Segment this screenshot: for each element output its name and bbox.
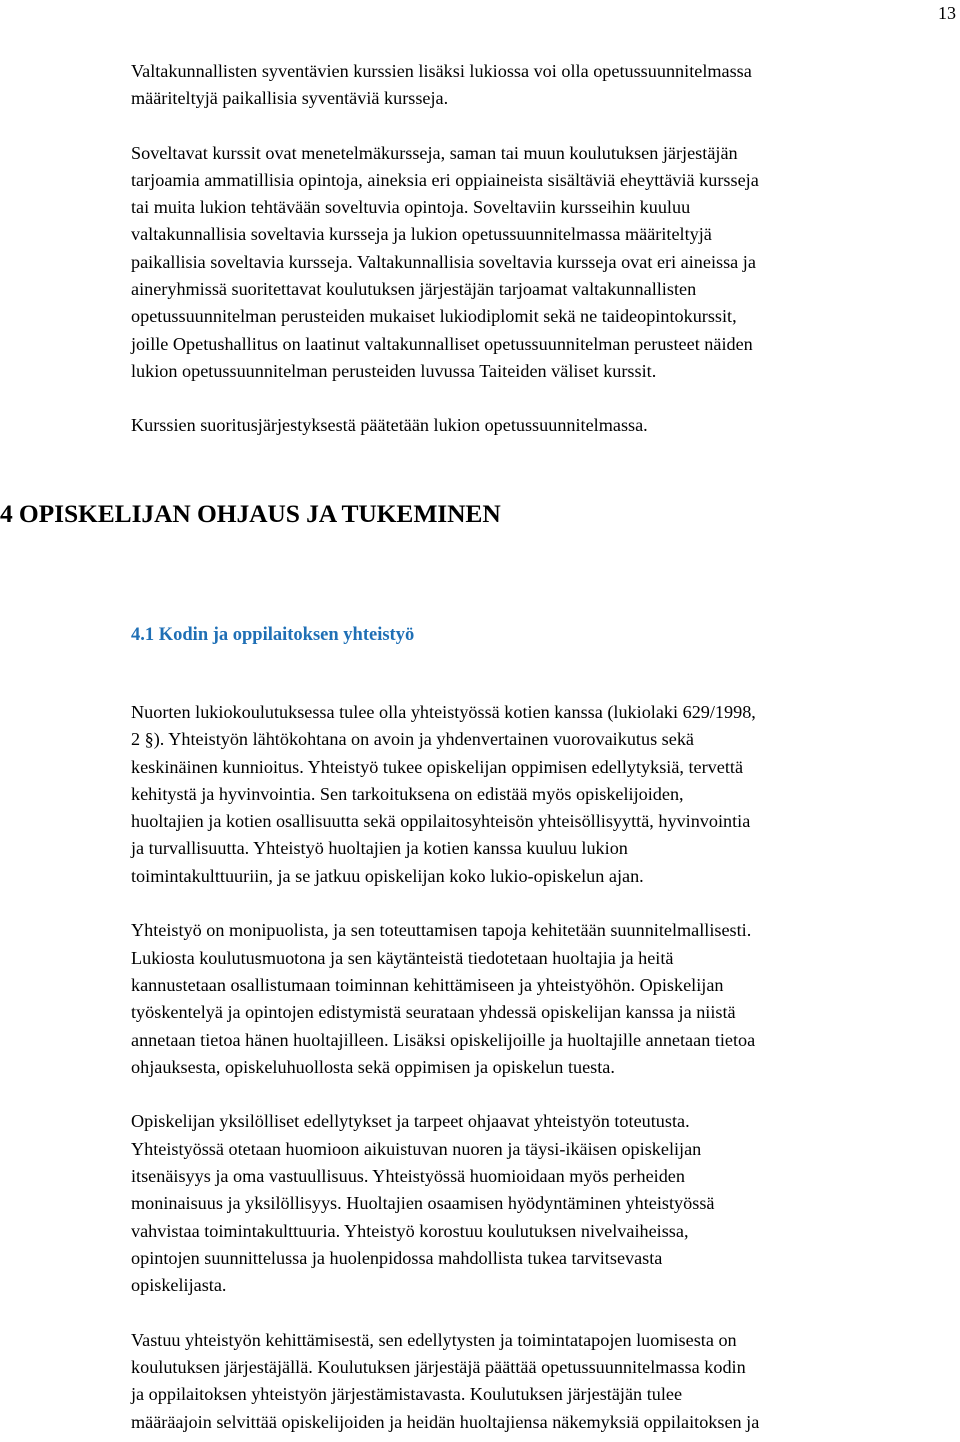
paragraph-yhteistyo-kodit: Nuorten lukiokoulutuksessa tulee olla yhteistyössä kotien kanssa (lukiolaki 629/1998, 2 §). Yhteistyön lähtökohtana on avoin ja yhdenvertainen vuorovaikutus sekä keskinäinen kunnioitus. Yhteistyö tukee opiskelijan oppimisen edellytyksiä, tervettä kehitystä ja hyvinvointia. Sen tarkoituksena on edistää myös opiskelijoiden, huoltajien ja kotien osallisuutta sekä oppilaitosyhteisön yhteisöllisyyttä, hyvinvointia ja turvallisuutta. Yhteistyö huoltajien ja kotien kanssa kuuluu lukion toimintakulttuuriin, ja se jatkuu opiskelijan koko lukio-opiskelun ajan. — [131, 702, 756, 886]
page-number: 13 — [938, 3, 956, 23]
intro-text — [131, 58, 957, 440]
paragraph-yksilolliset-edellytykset: Opiskelijan yksilölliset edellytykset ja tarpeet ohjaavat yhteistyön toteutusta. Yhteistyössä otetaan huomioon aikuistuvan nuoren ja täysi-ikäisen opiskelijan itsenäisyys ja oma vastuullisuus. Yhteistyössä huomioidaan myös perheiden moninaisuus ja yksilöllisyys. Huoltajien osaamisen hyödyntäminen yhteistyössä vahvistaa toimintakulttuuria. Yhteistyö korostuu koulutuksen nivelvaiheissa, opintojen suunnittelussa ja huolenpidossa mahdollista tukea tarvitsevasta opiskelijasta. — [131, 1111, 715, 1296]
paragraph-yhteistyo-monipuolista: Yhteistyö on monipuolista, ja sen toteuttamisen tapoja kehitetään suunnitelmallisesti. Lukiosta koulutusmuotona ja sen käytänteistä tiedotetaan huoltajia ja heitä kannustetaan osallistumaan toiminnan kehittämiseen ja yhteistyöhön. Opiskelijan työskentelyä ja opintojen edistymistä seurataan yhdessä opiskelijan kanssa ja niistä annetaan tietoa hänen huoltajilleen. Lisäksi opiskelijoille ja huoltajille annetaan tietoa ohjauksesta, opiskeluhuollosta sekä oppimisen ja opiskelun tuesta. — [131, 920, 756, 1077]
section-heading: 4.1 Kodin ja oppilaitoksen yhteistyö — [131, 625, 415, 645]
chapter-heading: 4 OPISKELIJAN OHJAUS JA TUKEMINEN — [0, 499, 501, 528]
paragraph-vastuu-yhteistyosta: Vastuu yhteistyön kehittämisestä, sen edellytysten ja toimintatapojen luomisesta on koulutuksen järjestäjällä. Koulutuksen järjestäjä päättää opetussuunnitelmassa kodin ja oppilaitoksen yhteistyön järjestämistavasta. Koulutuksen järjestäjän tulee määräajoin selvittää opiskelijoiden ja heidän huoltajiensa näkemyksiä oppilaitoksen ja — [131, 1329, 760, 1432]
paragraph-syventavat-kurssit: Valtakunnallisten syventävien kurssien lisäksi lukiossa voi olla opetussuunnitelmassa määriteltyjä paikallisia syventäviä kursseja. — [131, 61, 752, 109]
section-text — [131, 699, 957, 1436]
paragraph-suoritusjarjestys: Kurssien suoritusjärjestyksestä päätetään lukion opetussuunnitelmassa. — [131, 415, 648, 436]
paragraph-soveltavat-kurssit: Soveltavat kurssit ovat menetelmäkursseja, saman tai muun koulutuksen järjestäjän tarjoamia ammatillisia opintoja, aineksia eri oppiaineista sisältäviä eheyttäviä kursseja tai muita lukion tehtävään soveltuvia opintoja. Soveltaviin kursseihin kuuluu valtakunnallisia soveltavia kursseja ja lukion opetussuunnitelmassa määriteltyjä paikallisia soveltavia kursseja. Valtakunnallisia soveltavia kursseja ovat eri aineissa ja aineryhmissä suoritettavat koulutuksen järjestäjän tarjoamat valtakunnallisten opetussuunnitelman perusteiden mukaiset lukiodiplomit sekä ne taideopintokurssit, joille Opetushallitus on laatinut valtakunnalliset opetussuunnitelman perusteet näiden lukion opetussuunnitelman perusteiden luvussa Taiteiden väliset kurssit. — [131, 142, 759, 381]
